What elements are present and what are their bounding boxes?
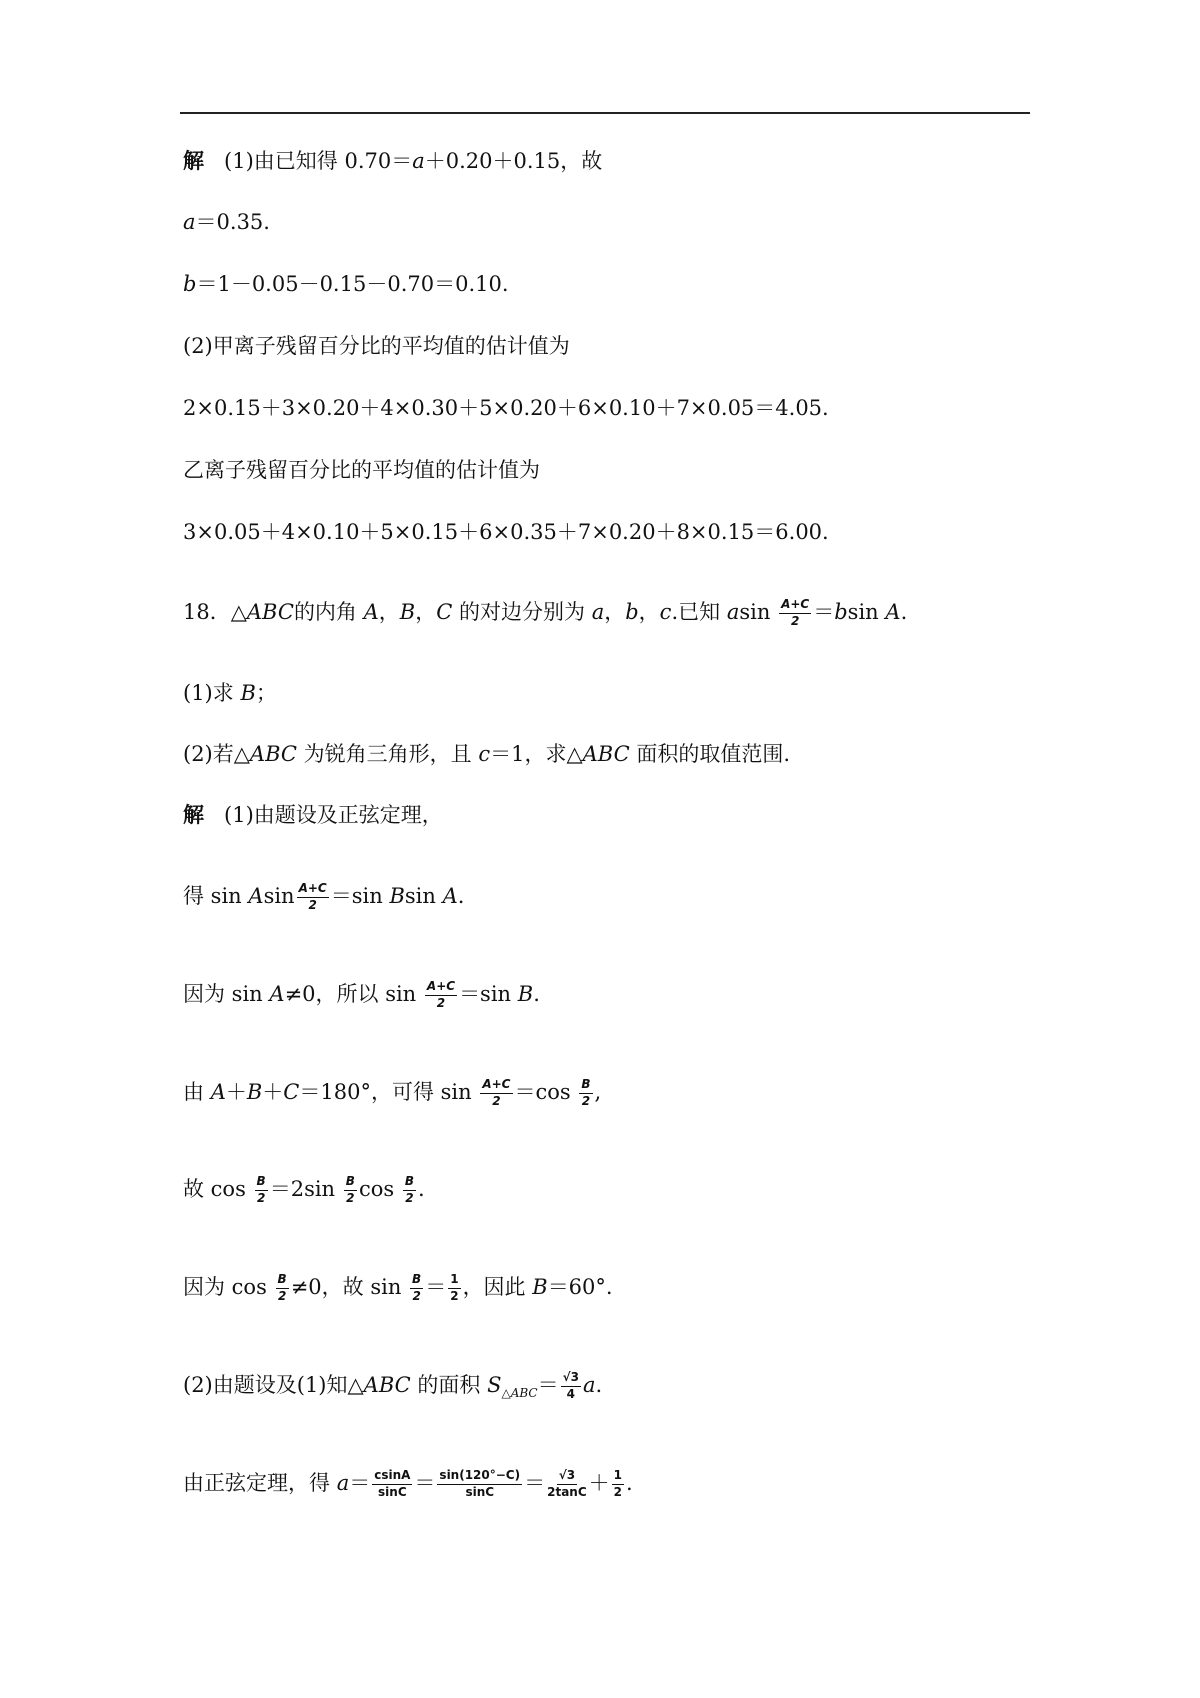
fraction: $\frac{A+C}{2}$ <box>482 1077 511 1108</box>
fraction: $\frac{B}{2}$ <box>412 1272 422 1303</box>
solution-18-line-4: 由 A＋B＋C＝180°，可得 sin $\frac{A+C}{2}$ ＝cos $\frac{B}{2}$ , <box>183 1077 602 1108</box>
fraction: $\frac{√3}{2\tan C}$ <box>547 1468 587 1499</box>
problem-18-statement: 18．△ABC的内角 A，B，C 的对边分别为 a，b，c.已知 asin $\frac{A+C}{2}$ ＝bsin A. <box>183 597 908 628</box>
solution-18-line-5: 故 cos $\frac{B}{2}$ ＝2sin $\frac{B}{2}$ cos $\frac{B}{2}$ . <box>183 1174 425 1205</box>
fraction: $\frac{\sin(120^\circ-C)}{\sin C}$ <box>439 1468 521 1499</box>
fraction: $\frac{A+C}{2}$ <box>781 597 810 628</box>
fraction: $\frac{A+C}{2}$ <box>298 881 327 912</box>
fraction: $\frac{B}{2}$ <box>404 1174 414 1205</box>
solution-line-2: a＝0.35. <box>183 210 270 234</box>
fraction: $\frac{B}{2}$ <box>277 1272 287 1303</box>
solution-18-line-3: 因为 sin A≠0，所以 sin $\frac{A+C}{2}$ ＝sin B. <box>183 979 540 1010</box>
fraction: $\frac{B}{2}$ <box>256 1174 266 1205</box>
fraction: $\frac{1}{2}$ <box>613 1468 623 1499</box>
solution-line-3: b＝1－0.05－0.15－0.70＝0.10. <box>183 272 509 296</box>
solution-18-line-6: 因为 cos $\frac{B}{2}$ ≠0，故 sin $\frac{B}{2}$ ＝ $\frac{1}{2}$ ，因此 B＝60°. <box>183 1272 613 1303</box>
solution-line-5: 2×0.15＋3×0.20＋4×0.30＋5×0.20＋6×0.10＋7×0.05＝4.05. <box>183 396 829 420</box>
fraction: $\frac{1}{2}$ <box>450 1272 459 1303</box>
question-1: (1)求 B； <box>183 681 277 705</box>
question-2: (2)若△ABC 为锐角三角形，且 c＝1，求△ABC 面积的取值范围. <box>183 742 791 766</box>
solution-label: 解 <box>183 148 204 173</box>
solution-18-line-2: 得 sin Asin $\frac{A+C}{2}$ ＝sin Bsin A. <box>183 881 465 912</box>
header-rule <box>180 112 1030 114</box>
solution-line-7: 3×0.05＋4×0.10＋5×0.15＋6×0.35＋7×0.20＋8×0.15＝6.00. <box>183 520 829 544</box>
fraction: $\frac{√3}{4}$ <box>562 1370 579 1401</box>
solution-line-6: 乙离子残留百分比的平均值的估计值为 <box>183 458 540 482</box>
solution-line-1: 解 (1)由已知得 0.70＝a＋0.20＋0.15，故 <box>183 148 603 173</box>
solution-18-line-1: 解 (1)由题设及正弦定理， <box>183 802 443 827</box>
solution-18-line-7: (2)由题设及(1)知△ABC 的面积 $S_{\triangle ABC}=$ $\frac{√3}{4}$ a. <box>183 1370 603 1401</box>
solution-label: 解 <box>183 802 204 827</box>
solution-18-line-8: 由正弦定理，得 a＝ $\frac{csinA}{\sin C}$ ＝ $\frac{\sin(120^\circ-C)}{\sin C}$ ＝ $\frac{√3}{2\tan C}$ ＋ $\frac{1}{2}$ . <box>183 1468 633 1499</box>
fraction: $\frac{B}{2}$ <box>581 1077 591 1108</box>
fraction: $\frac{csinA}{\sin C}$ <box>374 1468 411 1499</box>
fraction: $\frac{B}{2}$ <box>345 1174 355 1205</box>
fraction: $\frac{A+C}{2}$ <box>426 979 456 1010</box>
solution-line-4: (2)甲离子残留百分比的平均值的估计值为 <box>183 334 570 358</box>
